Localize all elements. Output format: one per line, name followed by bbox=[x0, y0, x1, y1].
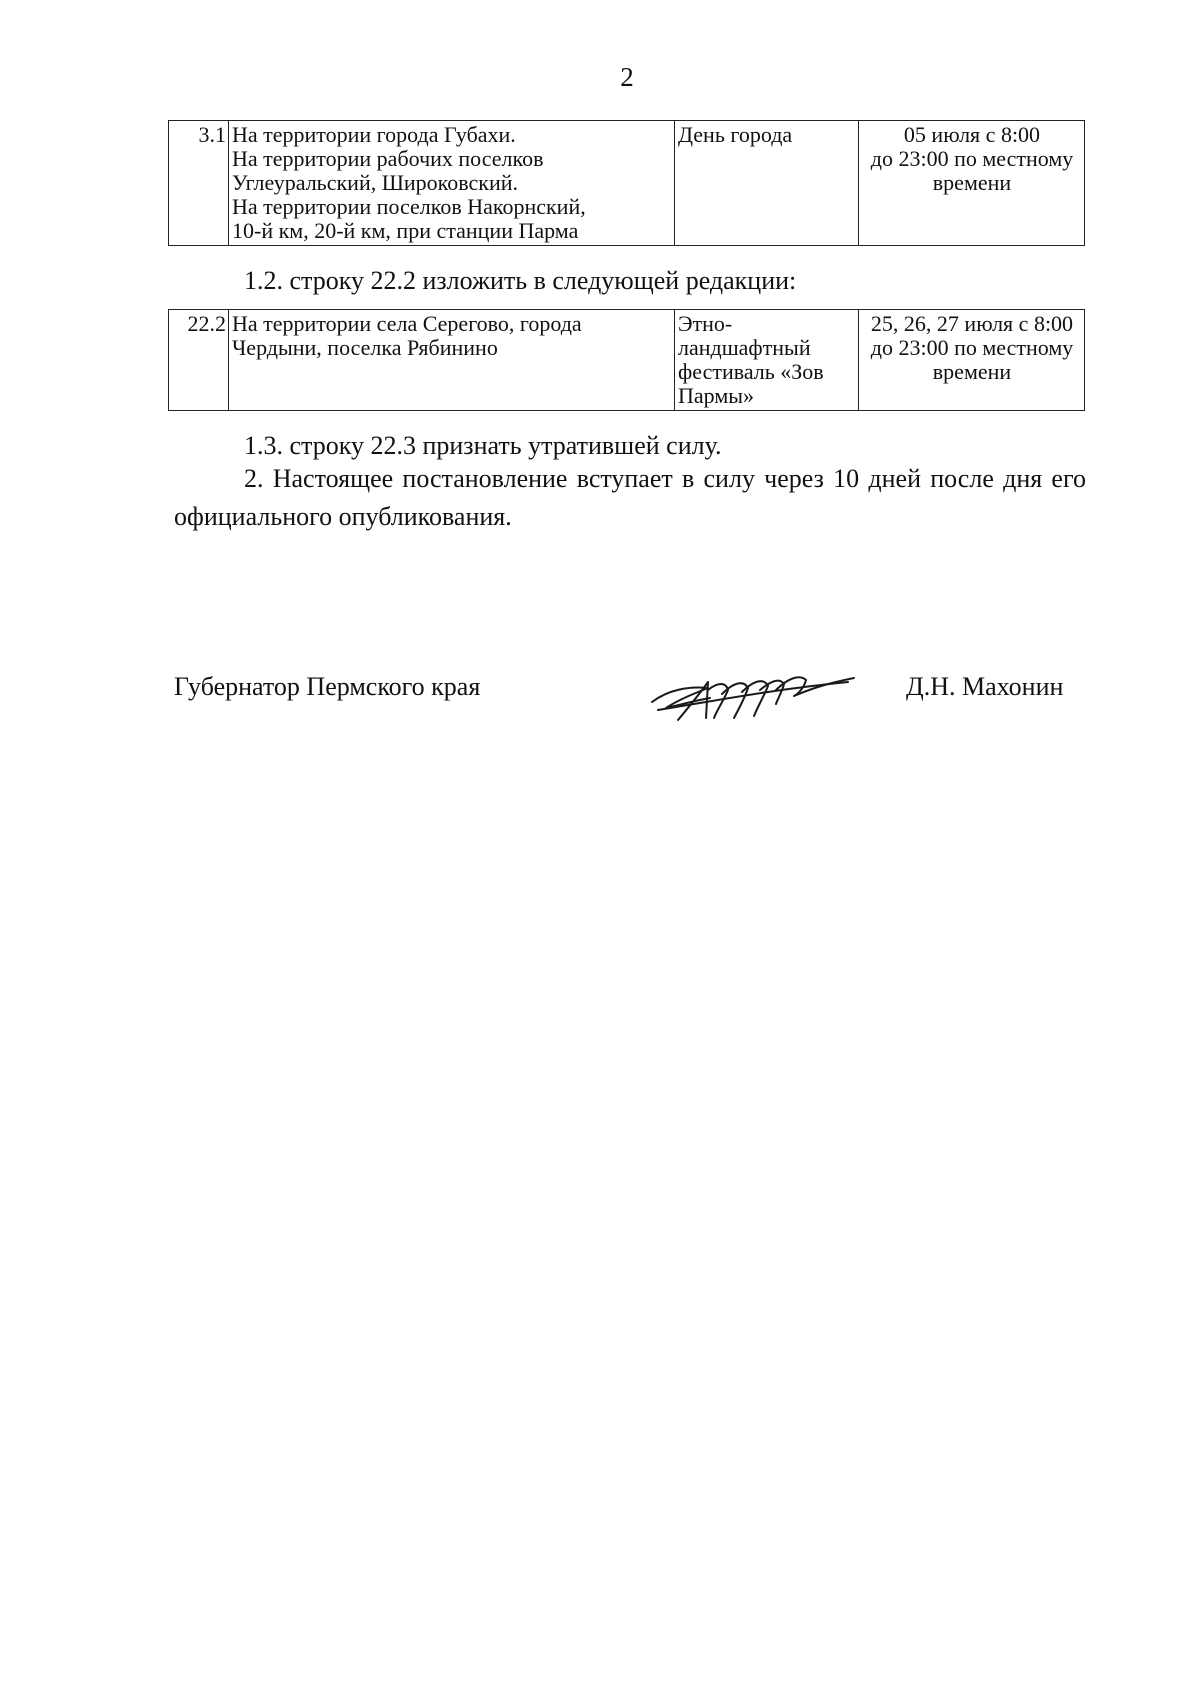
time-line: до 23:00 по местному bbox=[870, 335, 1074, 360]
page-number: 2 bbox=[620, 62, 634, 92]
event-line: Этно- bbox=[678, 311, 733, 336]
territory-line: На территории рабочих поселков bbox=[232, 146, 544, 171]
row-number-cell: 3.1 bbox=[169, 121, 229, 246]
row-number-cell: 22.2 bbox=[169, 310, 229, 411]
time-line: 25, 26, 27 июля с 8:00 bbox=[870, 311, 1074, 336]
time-line: времени bbox=[932, 170, 1012, 195]
territory-line: На территории села Серегово, города bbox=[232, 311, 582, 336]
event-line: Пармы» bbox=[678, 383, 755, 408]
handwritten-signature bbox=[648, 660, 858, 730]
event-cell bbox=[675, 310, 859, 411]
territory-line: 10-й км, 20-й км, при станции Парма bbox=[232, 218, 579, 243]
amendment-table-row-3-1 bbox=[168, 120, 1085, 246]
paragraph-2: 2. Настоящее постановление вступает в силу через 10 дней после дня его официального опубликования. bbox=[174, 464, 1086, 531]
event-cell bbox=[675, 121, 859, 246]
signer-title: Губернатор Пермского края bbox=[174, 672, 481, 701]
signer-name: Д.Н. Махонин bbox=[906, 672, 1064, 701]
time-line: времени bbox=[932, 359, 1012, 384]
time-cell bbox=[859, 310, 1085, 411]
event-line: День города bbox=[678, 122, 793, 147]
event-line: ландшафтный bbox=[678, 335, 811, 360]
territory-line: Углеуральский, Широковский. bbox=[232, 170, 519, 195]
territory-cell bbox=[229, 310, 675, 411]
territory-line: На территории поселков Накорнский, bbox=[232, 194, 586, 219]
event-line: фестиваль «Зов bbox=[678, 359, 824, 384]
paragraph-1-2: 1.2. строку 22.2 изложить в следующей редакции: bbox=[244, 266, 797, 295]
territory-cell bbox=[229, 121, 675, 246]
table-row bbox=[169, 310, 1085, 411]
territory-line: На территории города Губахи. bbox=[232, 122, 516, 147]
table-row bbox=[169, 121, 1085, 246]
time-line: 05 июля с 8:00 bbox=[903, 122, 1041, 147]
territory-line: Чердыни, поселка Рябинино bbox=[232, 335, 498, 360]
paragraph-1-3: 1.3. строку 22.3 признать утратившей силу. bbox=[244, 431, 722, 460]
amendment-table-row-22-2 bbox=[168, 309, 1085, 411]
time-line: до 23:00 по местному bbox=[870, 146, 1074, 171]
time-cell bbox=[859, 121, 1085, 246]
